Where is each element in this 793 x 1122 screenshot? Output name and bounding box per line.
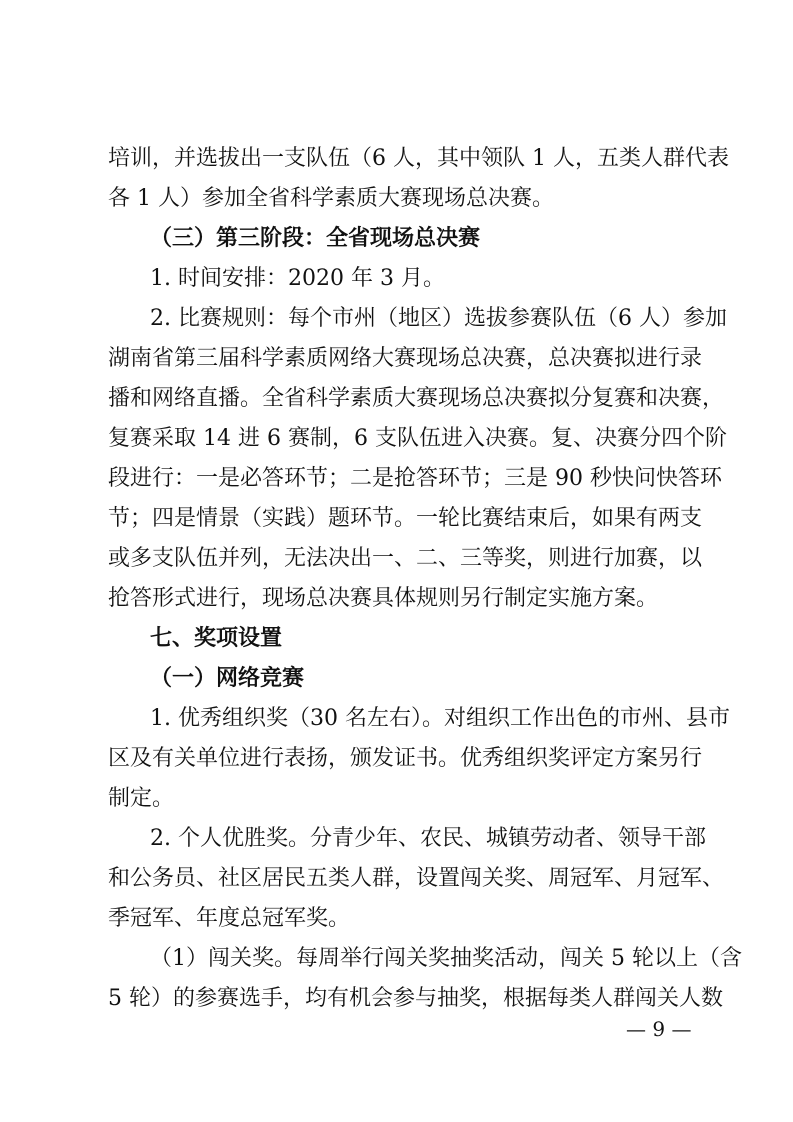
text-line: 节；四是情景（实践）题环节。一轮比赛结束后，如果有两支 <box>108 506 703 531</box>
text-line: 各 1 人）参加全省科学素质大赛现场总决赛。 <box>108 186 554 211</box>
text-line: 区及有关单位进行表扬，颁发证书。优秀组织奖评定方案另行 <box>108 746 703 771</box>
text-line: 2. 个人优胜奖。分青少年、农民、城镇劳动者、领导干部 <box>150 826 706 851</box>
text-line: 复赛采取 14 进 6 赛制，6 支队伍进入决赛。复、决赛分四个阶 <box>108 426 727 451</box>
text-line: 或多支队伍并列，无法决出一、二、三等奖，则进行加赛，以 <box>108 546 703 571</box>
text-line: 1. 时间安排：2020 年 3 月。 <box>150 266 445 291</box>
text-line: 湖南省第三届科学素质网络大赛现场总决赛，总决赛拟进行录 <box>108 346 703 371</box>
text-line: 1. 优秀组织奖（30 名左右）。对组织工作出色的市州、县市 <box>150 706 730 731</box>
section-heading: 七、奖项设置 <box>150 626 283 651</box>
text-line: 和公务员、社区居民五类人群，设置闯关奖、周冠军、月冠军、 <box>108 866 725 891</box>
text-line: 段进行：一是必答环节；二是抢答环节；三是 90 秒快问快答环 <box>108 466 722 491</box>
text-line: 5 轮）的参赛选手，均有机会参与抽奖，根据每类人群闯关人数 <box>108 986 723 1011</box>
text-line: （1）闯关奖。每周举行闯关奖抽奖活动，闯关 5 轮以上（含 <box>150 946 742 971</box>
text-line: 抢答形式进行，现场总决赛具体规则另行制定实施方案。 <box>108 586 659 611</box>
text-line: 2. 比赛规则：每个市州（地区）选拔参赛队伍（6 人）参加 <box>150 306 727 331</box>
text-line: 播和网络直播。全省科学素质大赛现场总决赛拟分复赛和决赛， <box>108 386 725 411</box>
text-line: 培训，并选拔出一支队伍（6 人，其中领队 1 人，五类人群代表 <box>108 146 729 171</box>
subsection-heading: （一）网络竞赛 <box>150 666 305 691</box>
text-line: 制定。 <box>108 786 175 811</box>
section-heading: （三）第三阶段：全省现场总决赛 <box>150 226 481 251</box>
page-number: — 9 — <box>626 1017 692 1041</box>
text-line: 季冠军、年度总冠军奖。 <box>108 906 351 931</box>
